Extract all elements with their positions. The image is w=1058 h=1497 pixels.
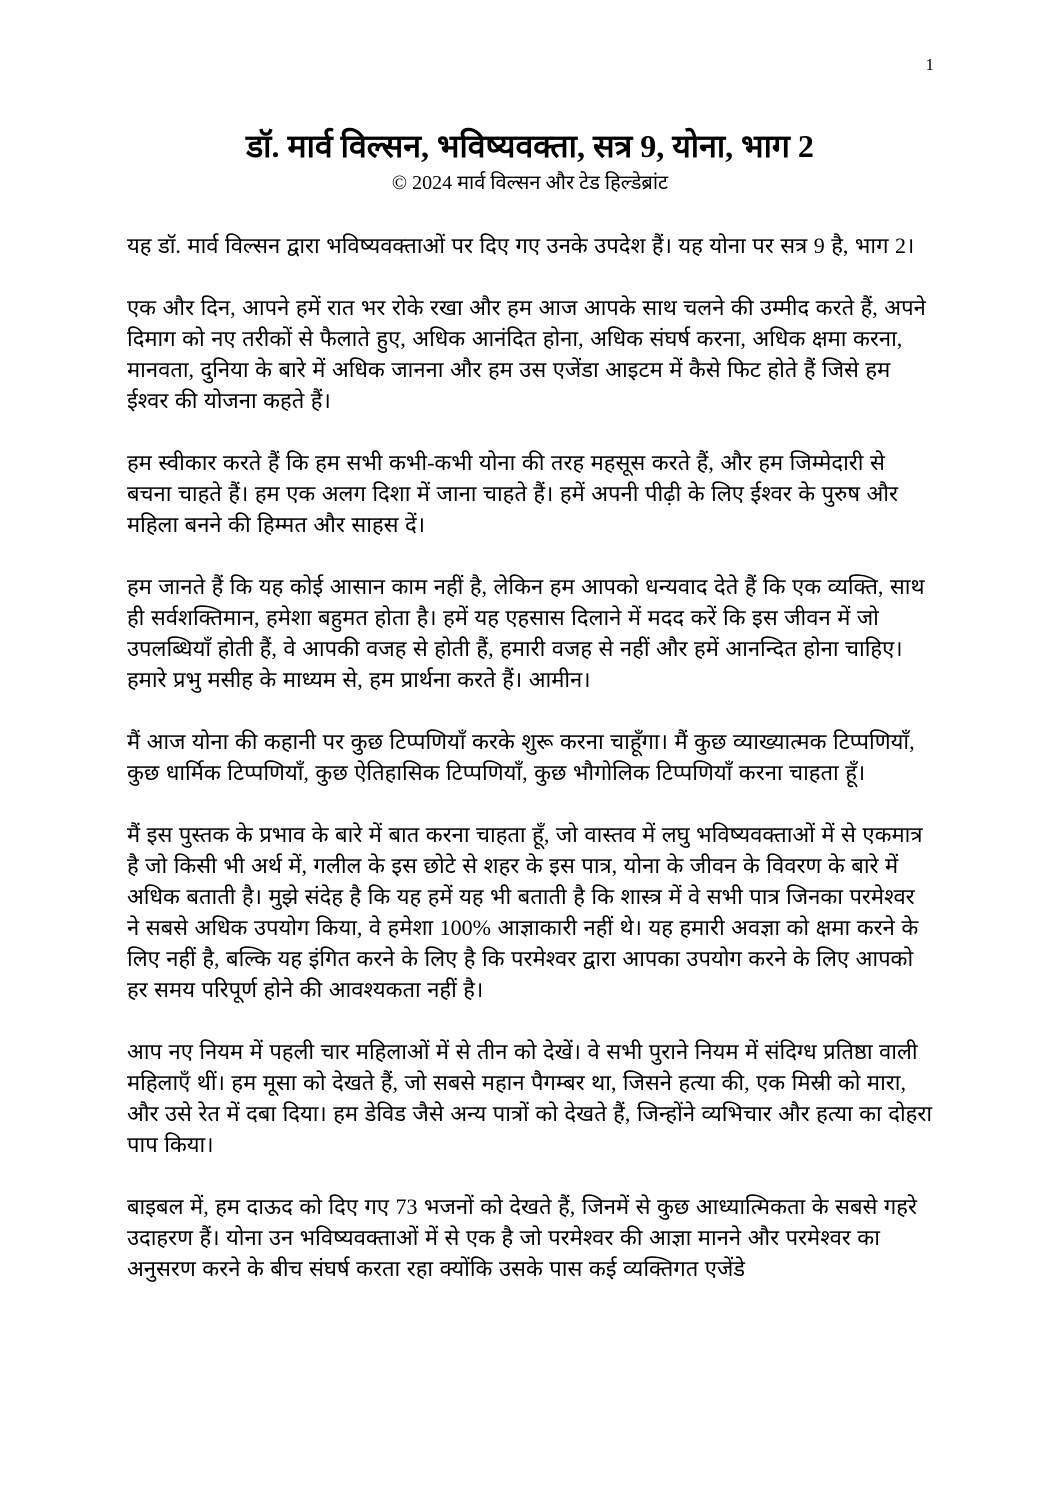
document-title: डॉ. मार्व विल्सन, भविष्यवक्ता, सत्र 9, योना, भाग 2	[246, 128, 814, 164]
document-body	[127, 230, 933, 1284]
paragraph-prayer-closing: हम जानते हैं कि यह कोई आसान काम नहीं है, लेकिन हम आपको धन्यवाद देते हैं कि एक व्यक्ति, साथ ही सर्वशक्तिमान, हमेशा बहुमत होता है। हमें यह एहसास दिलाने में मदद करें कि इस जीवन में जो उपलब्धियाँ होती हैं, वे आपकी वजह से होती हैं, हमारी वजह से नहीं और हमें आनन्दित होना चाहिए। हमारे प्रभु मसीह के माध्यम से, हम प्रार्थना करते हैं। आमीन।	[127, 574, 925, 692]
paragraph-psalms-jonah-struggle: बाइबल में, हम दाऊद को दिए गए 73 भजनों को देखते हैं, जिनमें से कुछ आध्यात्मिकता के सबसे गहरे उदाहरण हैं। योना उन भविष्यवक्ताओं में से एक है जो परमेश्वर की आज्ञा मानने और परमेश्वर का अनुसरण करने के बीच संघर्ष करता रहा क्योंकि उसके पास कई व्यक्तिगत एजेंडे	[127, 1194, 917, 1281]
paragraph-prayer-confession: हम स्वीकार करते हैं कि हम सभी कभी-कभी योना की तरह महसूस करते हैं, और हम जिम्मेदारी से बचना चाहते हैं। हम एक अलग दिशा में जाना चाहते हैं। हमें अपनी पीढ़ी के लिए ईश्वर के पुरुष और महिला बनने की हिम्मत और साहस दें।	[127, 450, 899, 537]
copyright-line: © 2024 मार्व विल्सन और टेड हिल्डेब्रांट	[391, 172, 669, 194]
paragraph-comments-overview: मैं आज योना की कहानी पर कुछ टिप्पणियाँ करके शुरू करना चाहूँगा। मैं कुछ व्याख्यात्मक टिप्पणियाँ, कुछ धार्मिक टिप्पणियाँ, कुछ ऐतिहासिक टिप्पणियाँ, कुछ भौगोलिक टिप्पणियाँ करना चाहता हूँ।	[127, 729, 915, 785]
paragraph-prayer-opening: एक और दिन, आपने हमें रात भर रोके रखा और हम आज आपके साथ चलने की उम्मीद करते हैं, अपने दिमाग को नए तरीकों से फैलाते हुए, अधिक आनंदित होना, अधिक संघर्ष करना, अधिक क्षमा करना, मानवता, दुनिया के बारे में अधिक जानना और हम उस एजेंडा आइटम में कैसे फिट होते हैं जिसे हम ईश्वर की योजना कहते हैं।	[127, 295, 926, 413]
paragraph-intro: यह डॉ. मार्व विल्सन द्वारा भविष्यवक्ताओं पर दिए गए उनके उपदेश हैं। यह योना पर सत्र 9 है, भाग 2।	[127, 233, 915, 258]
paragraph-nt-women-moses-david: आप नए नियम में पहली चार महिलाओं में से तीन को देखें। वे सभी पुराने नियम में संदिग्ध प्रतिष्ठा वाली महिलाएँ थीं। हम मूसा को देखते हैं, जो सबसे महान पैगम्बर था, जिसने हत्या की, एक मिस्री को मारा, और उसे रेत में दबा दिया। हम डेविड जैसे अन्य पात्रों को देखते हैं, जिन्होंने व्यभिचार और हत्या का दोहरा पाप किया।	[127, 1039, 933, 1157]
paragraph-book-impact: मैं इस पुस्तक के प्रभाव के बारे में बात करना चाहता हूँ, जो वास्तव में लघु भविष्यवक्ताओं में से एकमात्र है जो किसी भी अर्थ में, गलील के इस छोटे से शहर के इस पात्र, योना के जीवन के विवरण के बारे में अधिक बताती है। मुझे संदेह है कि यह हमें यह भी बताती है कि शास्त्र में वे सभी पात्र जिनका परमेश्वर ने सबसे अधिक उपयोग किया, वे हमेशा 100% आज्ञाकारी नहीं थे। यह हमारी अवज्ञा को क्षमा करने के लिए नहीं है, बल्कि यह इंगित करने के लिए है कि परमेश्वर द्वारा आपका उपयोग करने के लिए आपको हर समय परिपूर्ण होने की आवश्यकता नहीं है।	[127, 822, 923, 1002]
page-number: 1	[925, 55, 934, 74]
